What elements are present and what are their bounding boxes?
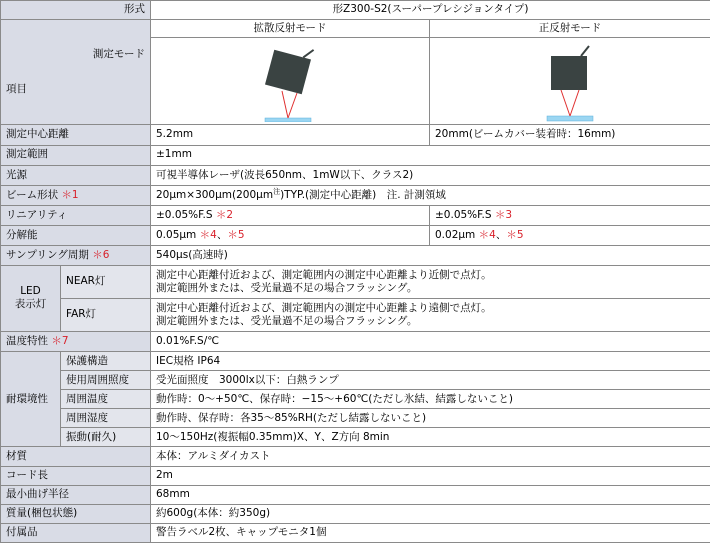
center-distance-label: 測定中心距離	[1, 125, 151, 145]
center-distance-diffuse: 5.2mm	[151, 125, 430, 145]
linearity-specular-cell	[430, 205, 710, 225]
row-bend-radius	[1, 485, 710, 504]
linearity-diffuse-cell	[151, 205, 430, 225]
beam-shape-rest: )TYP.(測定中心距離) 注. 計測領域	[280, 188, 446, 201]
resolution-specular-note2: ＊5	[506, 228, 524, 241]
row-linearity	[1, 205, 710, 225]
environment-label: 耐環境性	[1, 352, 61, 447]
linearity-label: リニアリティ	[1, 205, 151, 225]
row-mode	[1, 20, 710, 125]
row-material	[1, 447, 710, 466]
mode-header-cell	[1, 20, 151, 125]
row-accessories	[1, 523, 710, 542]
near-line1: 測定中心距離付近および、測定範囲内の測定中心距離より近側で点灯。	[156, 268, 492, 281]
row-cord-length	[1, 466, 710, 485]
weight-label: 質量(梱包状態)	[1, 504, 151, 523]
row-ambient-temp	[1, 390, 710, 409]
beam-shape-note: ＊1	[61, 188, 79, 201]
near-value	[151, 265, 710, 298]
row-weight	[1, 504, 710, 523]
temperature-label-cell	[1, 332, 151, 352]
resolution-label: 分解能	[1, 225, 151, 245]
mode-diffuse-cell	[151, 20, 430, 125]
item-label: 項目	[6, 83, 27, 96]
sampling-value: 540μs(高速時)	[151, 245, 710, 265]
material-value: 本体：アルミダイカスト	[151, 447, 710, 466]
led-label-line1: LED	[20, 285, 41, 298]
linearity-specular: ±0.05%F.S	[435, 208, 492, 221]
accessories-value: 警告ラベル2枚、キャップモニタ1個	[151, 523, 710, 542]
model-value: 形Z300-S2(スーパープレシジョンタイプ)	[151, 1, 710, 20]
temperature-note: ＊7	[51, 335, 69, 348]
vibration-value: 10～150Hz(複振幅0.35mm)X、Y、Z方向 8min	[151, 428, 710, 447]
protection-value: IEC規格 IP64	[151, 352, 710, 371]
row-illuminance	[1, 371, 710, 390]
row-sampling	[1, 245, 710, 265]
vibration-label: 振動(耐久)	[61, 428, 151, 447]
protection-label: 保護構造	[61, 352, 151, 371]
resolution-specular: 0.02μm	[435, 228, 476, 241]
beam-shape-label-cell	[1, 185, 151, 205]
row-range	[1, 145, 710, 165]
model-label: 形式	[1, 1, 151, 20]
row-led-far	[1, 298, 710, 331]
range-value: ±1mm	[151, 145, 710, 165]
resolution-diffuse: 0.05μm	[156, 228, 197, 241]
resolution-diffuse-note2: ＊5	[227, 228, 245, 241]
specular-reflection-sensor-icon	[535, 44, 605, 122]
sampling-note: ＊6	[92, 248, 110, 261]
row-led-near	[1, 265, 710, 298]
ambient-temp-value: 動作時：0～+50℃、保存時：−15～+60℃(ただし氷結、結露しないこと)	[151, 390, 710, 409]
mode-specular-label: 正反射モード	[430, 20, 710, 38]
beam-shape-value	[151, 185, 710, 205]
near-line2: 測定範囲外または、受光量過不足の場合フラッシング。	[156, 281, 418, 294]
resolution-specular-note1: ＊4	[478, 228, 496, 241]
beam-shape-label: ビーム形状	[6, 188, 59, 201]
cord-length-value: 2m	[151, 466, 710, 485]
accessories-label: 付属品	[1, 523, 151, 542]
led-label-cell	[1, 265, 61, 331]
sampling-label-cell	[1, 245, 151, 265]
cord-length-label: コード長	[1, 466, 151, 485]
resolution-specular-cell: 0.02μm ＊4、＊5	[430, 225, 710, 245]
temperature-label: 温度特性	[6, 335, 48, 348]
resolution-diffuse-cell: 0.05μm ＊4、＊5	[151, 225, 430, 245]
sampling-label: サンプリング周期	[6, 248, 89, 261]
illuminance-label: 使用周囲照度	[61, 371, 151, 390]
far-value	[151, 298, 710, 331]
bend-radius-value: 68mm	[151, 485, 710, 504]
row-model	[1, 1, 710, 20]
bend-radius-label: 最小曲げ半径	[1, 485, 151, 504]
range-label: 測定範囲	[1, 145, 151, 165]
resolution-diffuse-note1: ＊4	[199, 228, 217, 241]
linearity-specular-note: ＊3	[494, 208, 513, 221]
mode-diffuse-label: 拡散反射モード	[151, 20, 429, 38]
mode-specular-cell	[430, 20, 710, 125]
row-temperature	[1, 332, 710, 352]
far-label: FAR灯	[61, 298, 151, 331]
row-ambient-humidity	[1, 409, 710, 428]
led-label-line2: 表示灯	[14, 298, 47, 311]
linearity-diffuse: ±0.05%F.S	[156, 208, 213, 221]
weight-value: 約600g(本体：約350g)	[151, 504, 710, 523]
material-label: 材質	[1, 447, 151, 466]
illuminance-value: 受光面照度 3000lx以下：白熱ランプ	[151, 371, 710, 390]
row-center-distance	[1, 125, 710, 145]
light-source-value: 可視半導体レーザ(波長650nm、1mW以下、クラス2)	[151, 165, 710, 185]
ambient-humidity-label: 周囲湿度	[61, 409, 151, 428]
center-distance-specular: 20mm(ビームカバー装着時：16mm)	[430, 125, 710, 145]
ambient-humidity-value: 動作時、保存時：各35～85%RH(ただし結露しないこと)	[151, 409, 710, 428]
mode-label: 測定モード	[92, 48, 145, 61]
row-light-source	[1, 165, 710, 185]
row-resolution	[1, 225, 710, 245]
temperature-value: 0.01%F.S/℃	[151, 332, 710, 352]
beam-shape-sup: 注	[273, 187, 281, 196]
far-line1: 測定中心距離付近および、測定範囲内の測定中心距離より遠側で点灯。	[156, 301, 492, 314]
linearity-diffuse-note: ＊2	[215, 208, 234, 221]
beam-shape-main: 20μm×300μm(200μm	[156, 188, 274, 201]
light-source-label: 光源	[1, 165, 151, 185]
near-label: NEAR灯	[61, 265, 151, 298]
row-protection	[1, 352, 710, 371]
far-line2: 測定範囲外または、受光量過不足の場合フラッシング。	[156, 315, 418, 328]
diffuse-reflection-sensor-icon	[255, 44, 325, 122]
row-beam-shape	[1, 185, 710, 205]
ambient-temp-label: 周囲温度	[61, 390, 151, 409]
row-vibration	[1, 428, 710, 447]
